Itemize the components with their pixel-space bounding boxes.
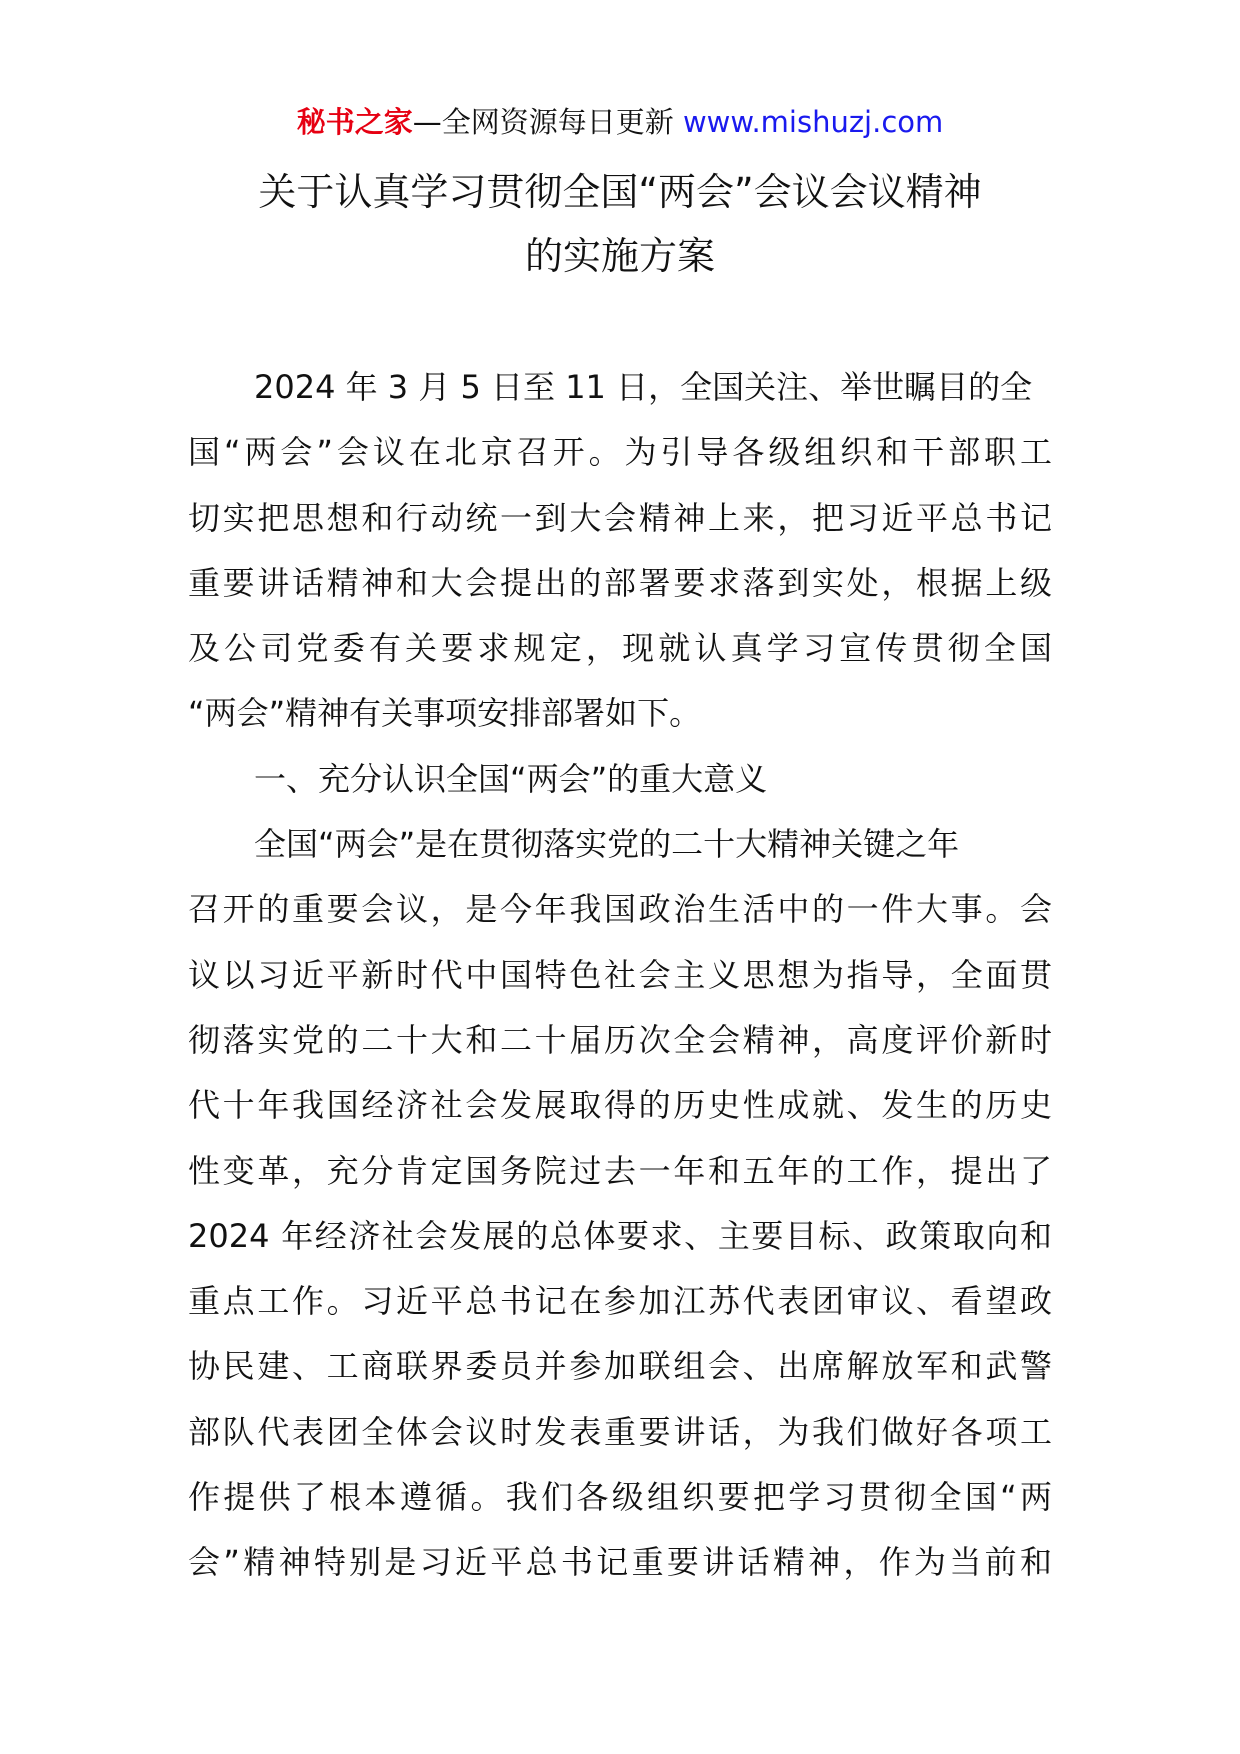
body-line: 2024 年 3 月 5 日至 11 日，全国关注、举世瞩目的全 bbox=[254, 368, 1033, 406]
body-line: 重点工作。习近平总书记在参加江苏代表团审议、看望政 bbox=[188, 1282, 1052, 1321]
body-line: 及公司党委有关要求规定，现就认真学习宣传贯彻全国 bbox=[188, 629, 1052, 668]
body-line: 重要讲话精神和大会提出的部署要求落到实处，根据上级 bbox=[188, 563, 1052, 602]
site-url: www.mishuzj.com bbox=[682, 105, 944, 139]
body-line: 国“两会”会议在北京召开。为引导各级组织和干部职工 bbox=[188, 433, 1052, 472]
body-line: 代十年我国经济社会发展取得的历史性成就、发生的历史 bbox=[188, 1086, 1052, 1125]
banner-tagline: —全网资源每日更新 bbox=[412, 105, 683, 139]
body-line: 会”精神特别是习近平总书记重要讲话精神，作为当前和 bbox=[188, 1543, 1052, 1582]
body-line: “两会”精神有关事项安排部署如下。 bbox=[188, 694, 702, 733]
body-line: 切实把思想和行动统一到大会精神上来，把习近平总书记 bbox=[188, 498, 1052, 537]
body-line: 彻落实党的二十大和二十届历次全会精神，高度评价新时 bbox=[188, 1020, 1052, 1059]
section-heading: 一、充分认识全国“两会”的重大意义 bbox=[254, 759, 768, 798]
body-line: 作提供了根本遵循。我们各级组织要把学习贯彻全国“两 bbox=[188, 1478, 1052, 1517]
body-line: 全国“两会”是在贯彻落实党的二十大精神关键之年 bbox=[254, 825, 960, 864]
body-line: 性变革，充分肯定国务院过去一年和五年的工作，提出了 bbox=[188, 1151, 1052, 1190]
brand-name: 秘书之家 bbox=[296, 105, 413, 139]
body-line: 2024 年经济社会发展的总体要求、主要目标、政策取向和 bbox=[188, 1216, 1052, 1255]
document-title bbox=[180, 160, 1060, 288]
body-line: 部队代表团全体会议时发表重要讲话，为我们做好各项工 bbox=[188, 1412, 1052, 1451]
title-line: 关于认真学习贯彻全国“两会”会议会议精神 bbox=[258, 170, 982, 214]
title-line: 的实施方案 bbox=[524, 234, 715, 278]
body-line: 协民建、工商联界委员并参加联组会、出席解放军和武警 bbox=[188, 1347, 1052, 1386]
site-banner bbox=[0, 100, 1240, 144]
document-body bbox=[188, 355, 1052, 1596]
body-line: 议以习近平新时代中国特色社会主义思想为指导，全面贯 bbox=[188, 955, 1052, 994]
body-line: 召开的重要会议，是今年我国政治生活中的一件大事。会 bbox=[188, 890, 1052, 929]
